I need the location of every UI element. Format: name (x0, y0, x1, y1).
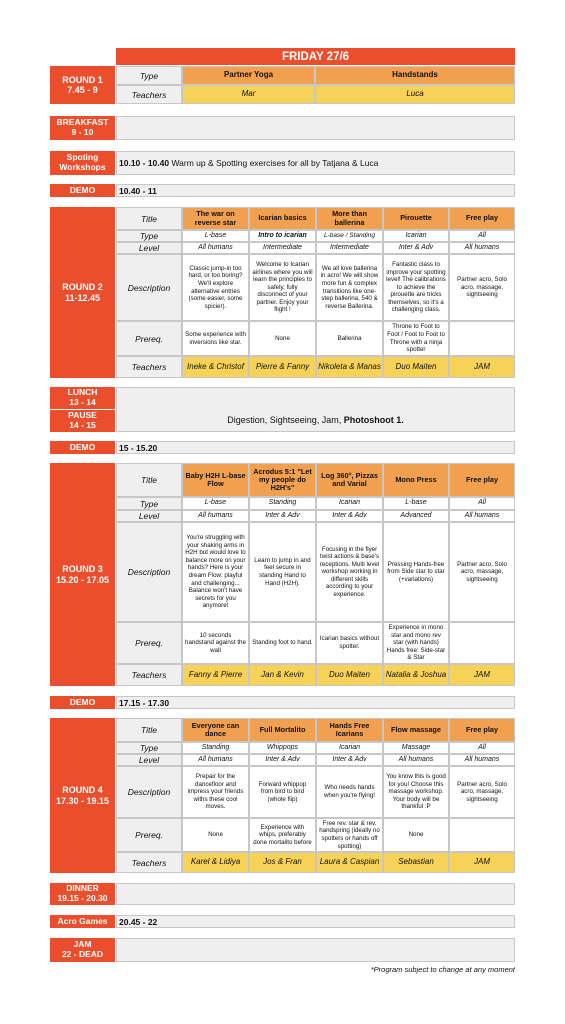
round3-level-2: Inter & Adv (316, 510, 383, 522)
spotting-text: Warm up & Spotting exercises for all by Tatjana & Luca (169, 158, 379, 168)
round3-label (50, 463, 115, 686)
acro-games-time: 20.45 - 22 (116, 915, 515, 928)
demo2-time: 15 - 15.20 (116, 441, 515, 454)
round3-prereq-0: 10 seconds handstand against the wall (182, 622, 249, 664)
round4-level-3: All humans (383, 754, 449, 766)
dinner-label (50, 883, 115, 905)
round3-teachers-label: Teachers (116, 664, 182, 686)
round1-name: ROUND 1 (62, 74, 103, 85)
round3-teacher-4: JAM (449, 664, 515, 686)
jam-label (50, 938, 115, 962)
round2-type-2: L-base / Standing (316, 230, 383, 242)
round2-prereq-1: None (249, 321, 316, 356)
round3-title-0: Baby H2H L-base Flow (182, 463, 249, 497)
round1-type-1: Handstands (315, 66, 515, 85)
round3-description-4: Partner acro, Solo acro, massage, sightseeing (449, 522, 515, 622)
round3-prereq-4 (449, 622, 515, 664)
round4-type-1: Whippops (249, 742, 316, 754)
round4-description-1: Forward whippop from bird to bird (whole flip) (249, 766, 316, 818)
round4-teacher-2: Laura & Caspian (316, 852, 383, 873)
pause-name: PAUSE (68, 410, 97, 421)
spotting-bar (116, 151, 515, 175)
round4-teacher-3: Sebastian (383, 852, 449, 873)
round2-name: ROUND 2 (62, 282, 103, 293)
round3-type-0: L-base (182, 497, 249, 510)
round4-type-2: Icarian (316, 742, 383, 754)
round3-level-4: All humans (449, 510, 515, 522)
spotting-label (50, 151, 115, 175)
lunch-time: 13 - 14 (69, 397, 96, 407)
demo1-time: 10.40 - 11 (116, 184, 515, 197)
round2-level-2: Intermediate (316, 242, 383, 254)
round3-type-2: Icarian (316, 497, 383, 510)
round4-prereq-4 (449, 818, 515, 852)
round2-teacher-0: Ineke & Christof (182, 356, 249, 378)
round3-level-1: Inter & Adv (249, 510, 316, 522)
round4-title-4: Free play (449, 718, 515, 742)
round3-description-label: Description (116, 522, 182, 622)
round2-title-1: Icarian basics (249, 207, 316, 230)
spotting-time: 10.10 - 10.40 (119, 158, 170, 168)
breakfast-label (50, 116, 115, 140)
pause-label (50, 410, 115, 432)
round2-level-3: Inter & Adv (383, 242, 449, 254)
round3-title-4: Free play (449, 463, 515, 497)
round2-level-4: All humans (449, 242, 515, 254)
acro-games-label: Acro Games (50, 915, 115, 928)
round2-level-1: Intermediate (249, 242, 316, 254)
demo2-label: DEMO (50, 441, 115, 454)
round2-title-2: More than ballerina (316, 207, 383, 230)
round1-teacher-1: Luca (315, 85, 515, 104)
round2-type-3: Icarian (383, 230, 449, 242)
demo3-time: 17.15 - 17.30 (116, 696, 515, 709)
jam-bar (116, 938, 515, 962)
dinner-bar (116, 883, 515, 905)
jam-name: JAM (73, 939, 92, 950)
round1-type-label: Type (116, 66, 182, 85)
round2-type-1: Intro to icarian (249, 230, 316, 242)
round4-description-3: You know this is good for you! Choose this massage workshop. Your body will be thankful :P (383, 766, 449, 818)
round3-description-3: Pressing Hands-free from Side star to star (+variations) (383, 522, 449, 622)
dinner-name: DINNER (66, 883, 99, 894)
round2-level-label: Level (116, 242, 182, 254)
demo3-label: DEMO (50, 696, 115, 709)
pause-text: Digestion, Sightseeing, Jam, (227, 415, 344, 425)
round1-label (50, 66, 115, 104)
round2-teacher-2: Nikoleta & Manas (316, 356, 383, 378)
round2-title-4: Free play (449, 207, 515, 230)
round4-description-0: Prepair for the dancefloor and impress your friends withs these cool moves. (182, 766, 249, 818)
round4-prereq-1: Experience with whips, preferably done mortalito before (249, 818, 316, 852)
round4-type-label: Type (116, 742, 182, 754)
round2-time: 11-12.45 (64, 292, 101, 303)
round3-level-0: All humans (182, 510, 249, 522)
lunch-name: LUNCH (67, 387, 98, 398)
round3-type-label: Type (116, 497, 182, 510)
round2-title-0: The war on reverse star (182, 207, 249, 230)
round1-time: 7.45 - 9 (67, 85, 98, 95)
round3-teacher-3: Natalia & Joshua (383, 664, 449, 686)
lunch-label (50, 387, 115, 409)
round4-prereq-0: None (182, 818, 249, 852)
round4-title-3: Flow massage (383, 718, 449, 742)
round3-description-2: Focusing in the flyer twist actions & base's receptions. Multi level workshop working in different skills according to your experience. (316, 522, 383, 622)
pause-bar (116, 387, 515, 432)
round3-prereq-label: Prereq. (116, 622, 182, 664)
dinner-time: 19.15 - 20.30 (57, 893, 108, 903)
round4-level-2: Inter & Adv (316, 754, 383, 766)
round2-description-label: Description (116, 254, 182, 321)
round3-name: ROUND 3 (62, 564, 103, 575)
spotting-name-2: Workshops (59, 162, 106, 172)
day-header: FRIDAY 27/6 (116, 48, 515, 65)
pause-text-bold: Photoshoot 1. (343, 415, 404, 425)
round1-type-0: Partner Yoga (182, 66, 315, 85)
round2-description-4: Partner acro, Solo acro, massage, sightseeing (449, 254, 515, 321)
round4-teacher-4: JAM (449, 852, 515, 873)
round4-level-1: Inter & Adv (249, 754, 316, 766)
round4-level-0: All humans (182, 754, 249, 766)
round2-description-1: Welcome to Icarian airlines where you will learn the principles to safely, fully disconnect of your partner. Enjoy your flight ! (249, 254, 316, 321)
round1-teacher-0: Mar (182, 85, 315, 104)
jam-time: 22 - DEAD (61, 949, 104, 959)
round4-prereq-3: None (383, 818, 449, 852)
round3-title-1: Acrodus 5:1 "Let my people do H2H's" (249, 463, 316, 497)
round4-name: ROUND 4 (62, 785, 103, 796)
round3-prereq-2: Icarian basics without spotter. (316, 622, 383, 664)
round2-type-4: All (449, 230, 515, 242)
round4-type-0: Standing (182, 742, 249, 754)
round3-time: 15.20 - 17.05 (55, 574, 110, 585)
round2-prereq-0: Some experience with inversions like star. (182, 321, 249, 356)
breakfast-name: BREAKFAST (56, 117, 109, 128)
round2-description-3: Fantastic class to improve your spotting level! The calibrations to achieve the pirouette are tricks themselves, so it's a challenging class. (383, 254, 449, 321)
round2-description-0: Classic jump-in too hard, or too boring? We'll explore alternative entries (some easier, some spicier). (182, 254, 249, 321)
round4-time: 17.30 - 19.15 (55, 795, 110, 806)
round3-title-3: Mono Press (383, 463, 449, 497)
round4-title-label: Title (116, 718, 182, 742)
round4-title-1: Full Mortalito (249, 718, 316, 742)
round2-prereq-4 (449, 321, 515, 356)
round2-prereq-label: Prereq. (116, 321, 182, 356)
round1-teachers-label: Teachers (116, 85, 182, 104)
round2-teacher-3: Duo Maiten (383, 356, 449, 378)
breakfast-bar (116, 116, 515, 140)
demo1-label: DEMO (50, 184, 115, 197)
round3-level-3: Advanced (383, 510, 449, 522)
round2-title-label: Title (116, 207, 182, 230)
round3-type-1: Standing (249, 497, 316, 510)
round2-level-0: All humans (182, 242, 249, 254)
round4-title-2: Hands Free Icarians (316, 718, 383, 742)
round3-prereq-3: Experience in mono star and mono rev star (with hands) Hands free: Side-star & Star (383, 622, 449, 664)
round3-title-2: Log 360°, Pizzas and Varial (316, 463, 383, 497)
breakfast-time: 9 - 10 (71, 127, 94, 137)
round2-prereq-3: Throne to Foot to Foot / Foot to Foot to Throne with a ninja spotter (383, 321, 449, 356)
round3-description-1: Learn to jump in and feel secure in standing Hand to Hand (H2H). (249, 522, 316, 622)
pause-time: 14 - 15 (69, 420, 96, 430)
round4-prereq-label: Prereq. (116, 818, 182, 852)
round2-teacher-1: Pierre & Fanny (249, 356, 316, 378)
round2-teacher-4: JAM (449, 356, 515, 378)
round2-type-label: Type (116, 230, 182, 242)
round3-teacher-1: Jan & Kevin (249, 664, 316, 686)
round4-teacher-1: Jos & Fran (249, 852, 316, 873)
round4-description-4: Partner acro, Solo acro, massage, sightseeing (449, 766, 515, 818)
round4-description-2: Who needs hands when you're flying! (316, 766, 383, 818)
round4-description-label: Description (116, 766, 182, 818)
footnote: *Program subject to change at any moment (370, 965, 515, 974)
round3-prereq-1: Standing foot to hand. (249, 622, 316, 664)
round2-label (50, 207, 115, 378)
round3-teacher-2: Duo Maiten (316, 664, 383, 686)
round4-title-0: Everyone can dance (182, 718, 249, 742)
round2-description-2: We all love ballerina in acro! We will show more fun & complex transitions like one-step ballerina, 540 & reverse Ballerina. (316, 254, 383, 321)
round3-title-label: Title (116, 463, 182, 497)
round4-label (50, 718, 115, 873)
round3-level-label: Level (116, 510, 182, 522)
round4-type-4: All (449, 742, 515, 754)
round4-teachers-label: Teachers (116, 852, 182, 873)
round2-title-3: Pirouette (383, 207, 449, 230)
round3-teacher-0: Fanny & Pierre (182, 664, 249, 686)
round3-type-4: All (449, 497, 515, 510)
round2-type-0: L-base (182, 230, 249, 242)
round3-type-3: L-base (383, 497, 449, 510)
round4-level-4: All humans (449, 754, 515, 766)
round2-teachers-label: Teachers (116, 356, 182, 378)
round4-level-label: Level (116, 754, 182, 766)
round4-teacher-0: Karel & Lidiya (182, 852, 249, 873)
round4-type-3: Massage (383, 742, 449, 754)
round4-prereq-2: Free rev. star & rev. handspring (ideally no spotters or hands off spotting) (316, 818, 383, 852)
round3-description-0: You're struggling with your shaking arms in H2H but would love to balance more on your hands? Here is your dream Flow: playful and challenging... Balance won't have secrets for you anymore! (182, 522, 249, 622)
spotting-name-1: Spoting (66, 152, 99, 163)
round2-prereq-2: Ballerina (316, 321, 383, 356)
